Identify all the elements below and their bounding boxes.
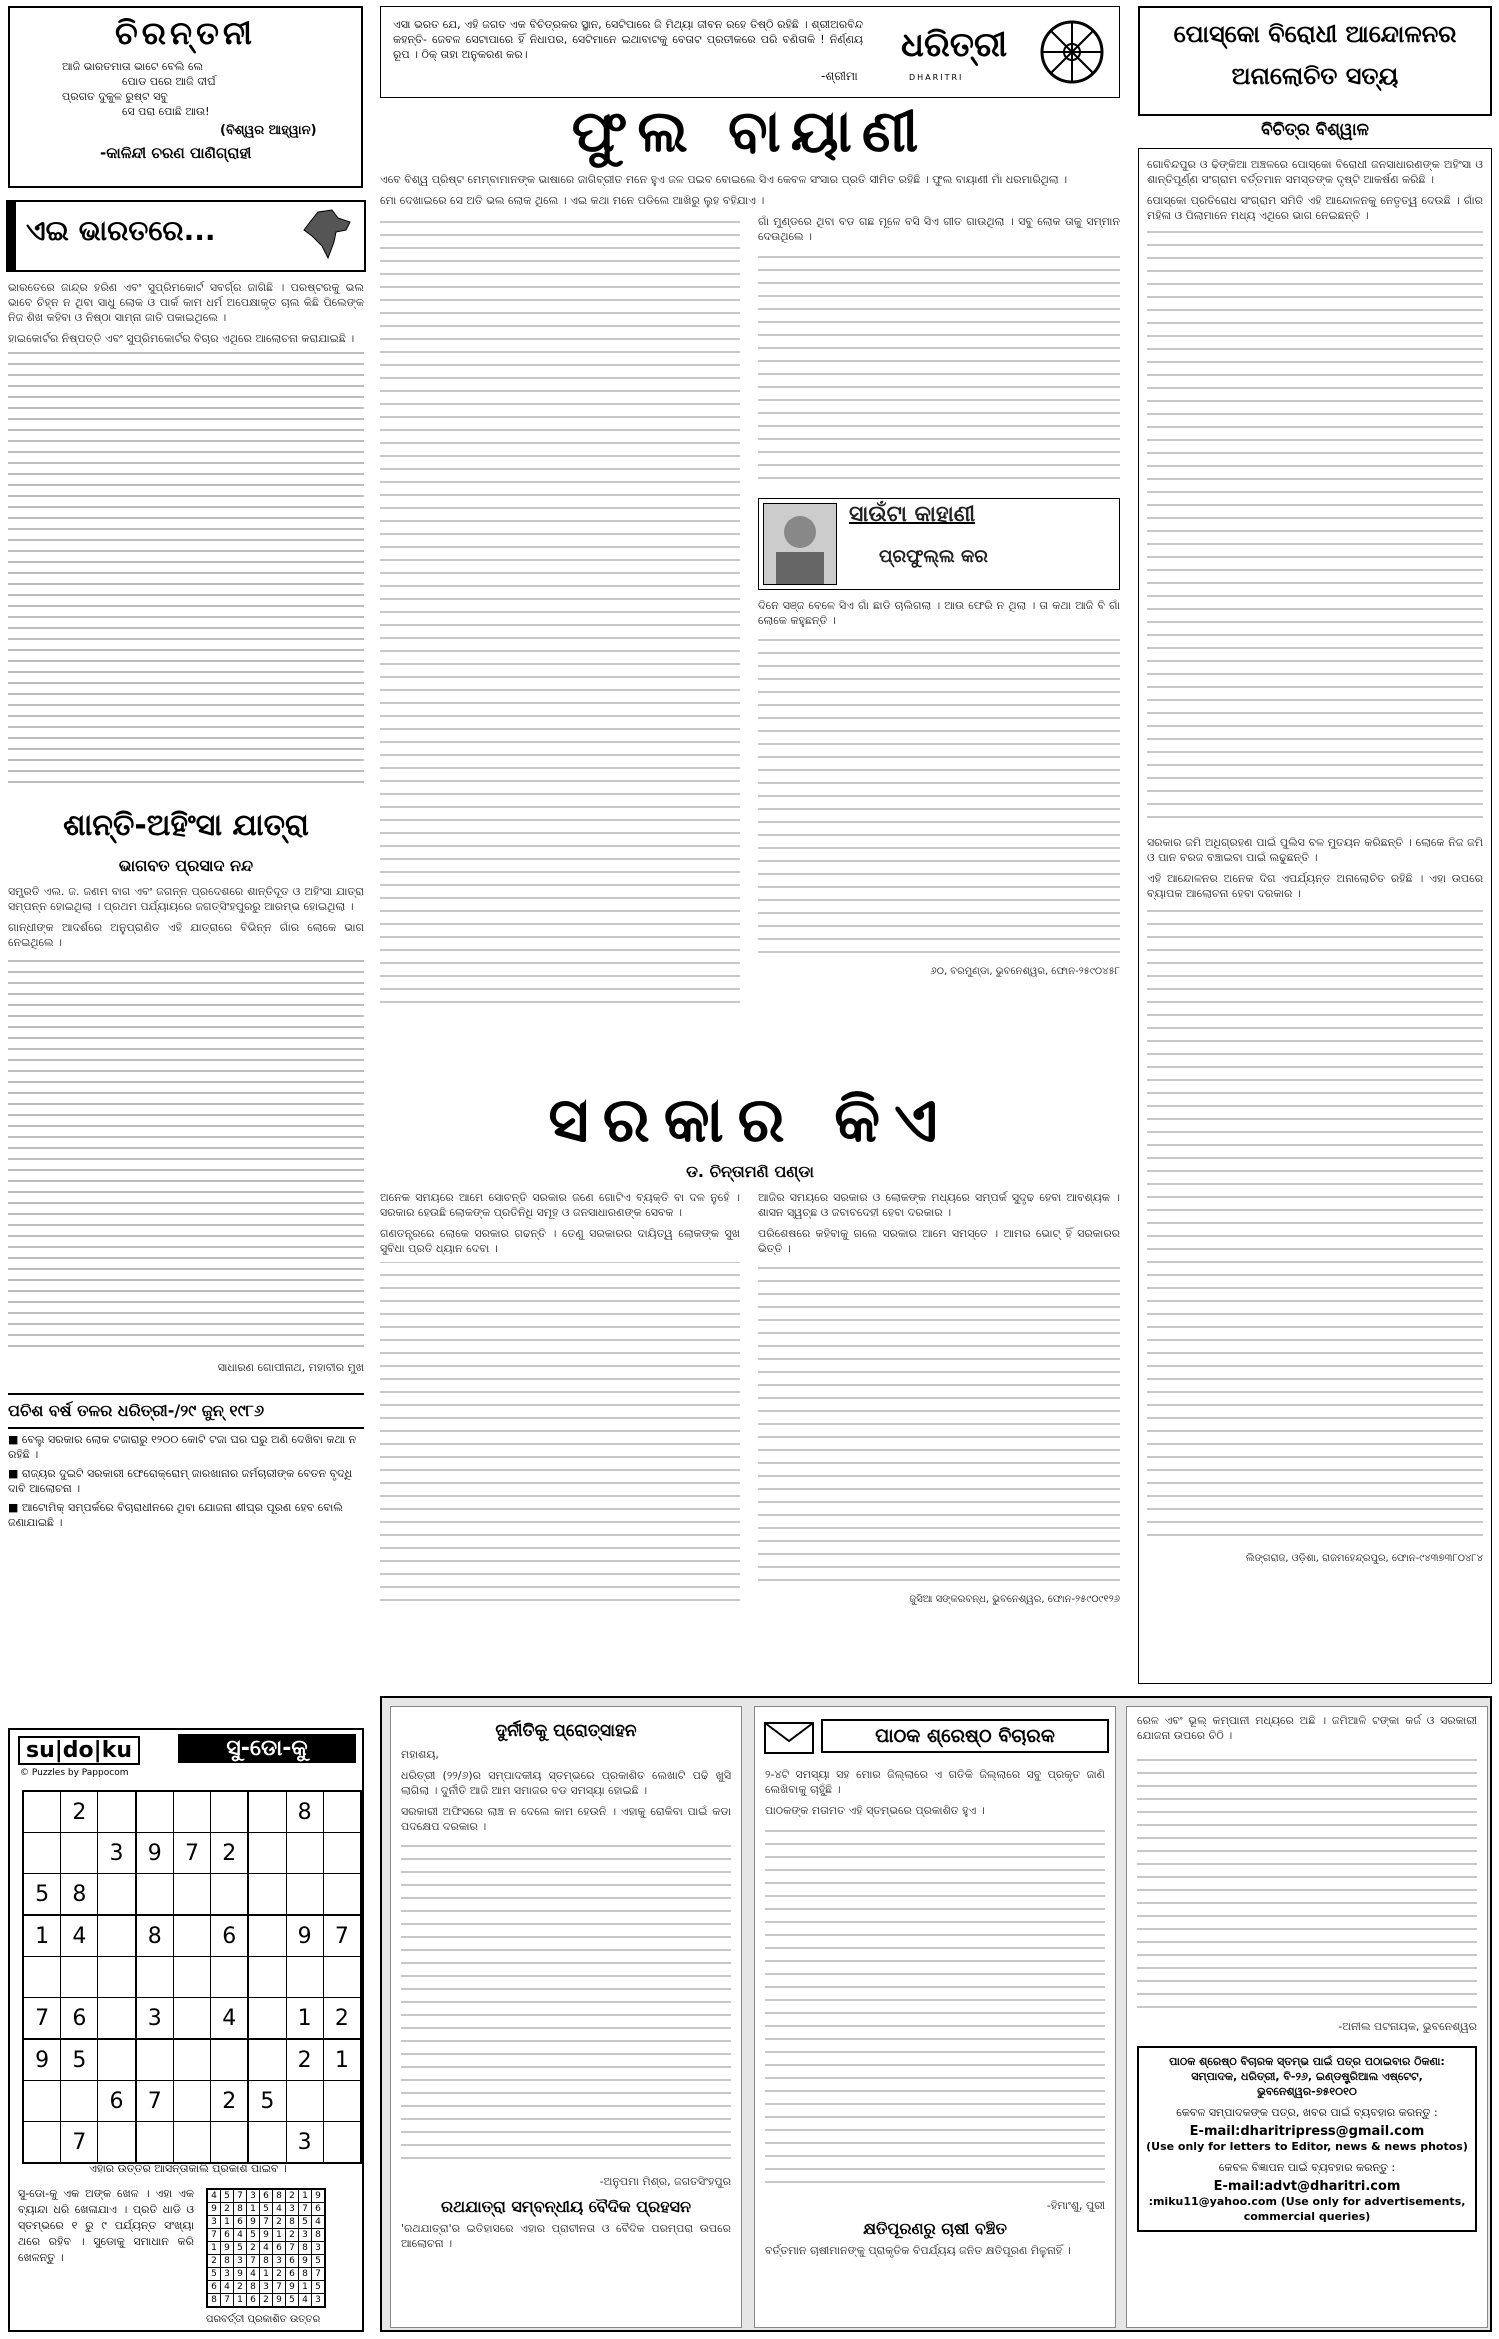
ratha-title: ରଥଯାତ୍ରା ସମ୍ବନ୍ଧୀୟ ବୈଦିକ ପ୍ରହସନ	[440, 2197, 691, 2216]
pachisa-item: ■ ଆଟୋମିକ୍ ସମ୍ପର୍କରେ ବିଚାରାଧୀନରେ ଥିବା ଯୋଜନା ଶୀଘ୍ର ପୂରଣ ହେବ ବୋଲି ଜଣାଯାଇଛି ।	[8, 1501, 343, 1529]
sudoku-cell	[173, 2122, 210, 2164]
sudoku-cell	[286, 2081, 323, 2122]
sudoku-answer-cell: 1	[299, 2281, 312, 2294]
pasco-body: ଗୋବିନ୍ଦପୁର ଓ ଢିଙ୍କିଆ ଅଞ୍ଚଳରେ ପୋସ୍କୋ ବିରୋଧୀ ଜନସାଧାରଣଙ୍କ ଅହିଂସା ଓ ଶାନ୍ତିପୂର୍ଣ୍ଣ ସଂଗ୍ରାମ ବର୍ତ୍ତମାନ ସମସ୍ତଙ୍କ ଦୃଷ୍ଟି ଆକର୍ଷଣ କରିଛି । ପୋସ୍କୋ ପ୍ରତିରୋଧ ସଂଗ୍ରାମ ସମିତି ଏହି ଆନ୍ଦୋଳନକୁ ନେତୃତ୍ୱ ଦେଉଛି । ଗାଁର ମହିଳା ଓ ପିଲାମାନେ ମଧ୍ୟ ଏଥିରେ ଭାଗ ନେଇଛନ୍ତି । ସରକାର ଜମି ଅଧିଗ୍ରହଣ ପାଇଁ ପୁଲିସ ବଳ ମୁତୟନ କରିଛନ୍ତି । ଲୋକେ ନିଜ ଜମି ଓ ପାନ ବରଜ ବଞ୍ଚାଇବା ପାଇଁ ଲଢୁଛନ୍ତି । ଏହି ଆନ୍ଦୋଳନର ଅନେକ ଦିଗ ଏପର୍ଯ୍ୟନ୍ତ ଅନାଲୋଚିତ ରହିଛି । ଏହା ଉପରେ ବ୍ୟାପକ ଆଲୋଚନା ହେବା ଦରକାର । ଲିଙ୍ଗରାଜ, ଓଡ଼ିଶା, ରାଜମହେନ୍ଦ୍ରପୁର, ଫୋନ-୯୪୩୭୩୮୦୪୮୪	[1138, 148, 1492, 1684]
sudoku-answer-cell: 5	[299, 2216, 312, 2229]
sudoku-cell	[136, 1957, 174, 1998]
sudoku-cell: 2	[286, 2039, 323, 2081]
sudoku-answer-cell: 2	[234, 2281, 247, 2294]
sudoku-row	[23, 1957, 361, 1998]
ei-bharatare-text-block	[8, 352, 364, 792]
sudoku-answer-cell: 2	[286, 2229, 299, 2242]
sudoku-title: ସୁ-ଡୋ-କୁ	[178, 1734, 356, 1763]
advt-email-alt[interactable]: :miku11@yahoo.com (Use only for advertisements, commercial queries)	[1148, 2195, 1466, 2223]
pathaka-header	[761, 1717, 1109, 1761]
sudoku-cell	[286, 1874, 323, 1916]
sudoku-answer-cell: 3	[273, 2255, 286, 2268]
sudoku-cell	[211, 1874, 249, 1916]
sudoku-cell: 6	[98, 2081, 136, 2122]
sudoku-cell	[248, 1791, 286, 1833]
sudoku-cell: 5	[248, 2081, 286, 2122]
sudoku-answer-cell: 1	[207, 2242, 221, 2255]
sudoku-answer-cell: 5	[221, 2189, 234, 2203]
sudoku-cell	[173, 2039, 210, 2081]
pasco-text-block-2	[1147, 907, 1483, 1547]
sudoku-cell	[248, 1957, 286, 1998]
pasco-footer: ଲିଙ୍ଗରାଜ, ଓଡ଼ିଶା, ରାଜମହେନ୍ଦ୍ରପୁର, ଫୋନ-୯୪୩୭୩୮୦୪୮୪	[1245, 1553, 1483, 1564]
sudoku-answer-row	[207, 2242, 325, 2255]
sudoku-answer-cell: 7	[286, 2242, 299, 2255]
sudoku-answer-cell: 2	[260, 2294, 273, 2308]
sudoku-answer-cell: 9	[286, 2281, 299, 2294]
sudoku-answer-cell: 4	[260, 2242, 273, 2255]
sudoku-row	[23, 2039, 361, 2081]
sudoku-cell	[173, 1998, 210, 2040]
sudoku-cell	[286, 1833, 323, 1874]
sudoku-answer-cell: 3	[207, 2216, 221, 2229]
sudoku-answer-row	[207, 2294, 325, 2308]
sudoku-rules: ସୁ-ଡୋ-କୁ ଏକ ଅଙ୍କ ଖେଳ । ଏହା ଏକ ବ୍ୟାନ୍ଦା ଧରି ଖେଳାଯାଏ । ପ୍ରତି ଧାଡି ଓ ସ୍ତମ୍ଭରେ ୧ ରୁ ୯ ପର୍ଯ୍ୟନ୍ତ ସଂଖ୍ୟା ଥରେ ରହିବ । ସୁଡୋକୁ ସମାଧାନ କରି ଖେଳନ୍ତୁ ।	[18, 2187, 194, 2264]
sudoku-answer-cell: 4	[234, 2229, 247, 2242]
sudoku-answer-row	[207, 2203, 325, 2216]
sudoku-row	[23, 1998, 361, 2040]
sudoku-cell: 7	[173, 1833, 210, 1874]
sudoku-answer-cell: 5	[312, 2281, 326, 2294]
contact-address: ପାଠକ ଶ୍ରେଷ୍ଠ ବିଚାରକ ସ୍ତମ୍ଭ ପାଇଁ ପତ୍ର ପଠାଇବାର ଠିକଣା: ସମ୍ପାଦକ, ଧରିତ୍ରୀ, ବି-୨୬, ଇଣ୍ଡଷ୍ଟ୍ରିଆଲ ଏଷ୍ଟେଟ, ଭୁବନେଶ୍ୱର-୭୫୧୦୧୦	[1169, 2055, 1445, 2098]
sudoku-cell	[98, 1791, 136, 1833]
sudoku-answer-cell: 8	[234, 2203, 247, 2216]
sudoku-answer-cell: 6	[221, 2229, 234, 2242]
sudoku-cell	[98, 1874, 136, 1916]
sudoku-answer-cell: 5	[247, 2229, 260, 2242]
sudoku-answer-row	[207, 2216, 325, 2229]
sudoku-answer-row	[207, 2268, 325, 2281]
sudoku-cell: 7	[23, 1998, 61, 2040]
sudoku-cell: 1	[23, 1915, 61, 1957]
sudoku-cell	[173, 1791, 210, 1833]
sudoku-answer-cell: 6	[234, 2216, 247, 2229]
pathaka-title: ପାଠକ ଶ୍ରେଷ୍ଠ ବିଚାରକ	[821, 1719, 1109, 1753]
sudoku-logo: su|do|ku	[18, 1736, 140, 1765]
sudoku-cell	[323, 2122, 361, 2164]
sudoku-answer-cell: 8	[286, 2216, 299, 2229]
sudoku-answer-label: ଏହାର ଉତ୍ତର ଆସନ୍ତାକାଲି ପ୍ରକାଶ ପାଇବ ।	[89, 2162, 287, 2175]
sudoku-answer-cell: 5	[260, 2203, 273, 2216]
chirantani-author: -କାଳିନ୍ଦୀ ଚରଣ ପାଣିଗ୍ରାହୀ	[100, 144, 252, 162]
sudoku-answer-cell: 6	[247, 2294, 260, 2308]
sudoku-answer-cell: 6	[207, 2281, 221, 2294]
phula-col-2-bottom	[758, 634, 1120, 964]
phula-col-1	[380, 214, 740, 1014]
ei-bharatare-header	[6, 200, 366, 272]
sudoku-answer-cell: 8	[221, 2255, 234, 2268]
shanti-footer: ସାଧାରଣ ଗୋପୀନାଥ, ମହାବୀର ମୁଖ	[217, 1361, 364, 1374]
editor-email-note: (Use only for letters to Editor, news & news photos)	[1146, 2140, 1468, 2153]
sudoku-answer-cell: 9	[299, 2255, 312, 2268]
sudoku-answer-cell: 5	[312, 2255, 326, 2268]
dharitri-logo	[901, 15, 1111, 91]
sudoku-cell	[136, 2039, 174, 2081]
sudoku-cell	[211, 1791, 249, 1833]
sudoku-prev-answer	[206, 2188, 326, 2308]
sajhanta-title: ସାଉଁଟା କାହାଣୀ	[849, 502, 976, 527]
phula-body: ଏବେ ବିଶ୍ୱ ପ୍ରିଷ୍ଟ ମେମ୍ବାମାନଙ୍କ ଭାଷାରେ ଜାଗିବ୍ରୀତ ମନେ ହୁଏ ଜଳ ପଇବ ବୋଇଲେ ସିଏ କେବଳ ସଂସାର ପ୍ରତି ସୀମିତ ରହିଛି । ଫୁଲ ବାୟାଣୀ ମାଁ ଧରମାରିଥିଲା । ମୋ ଦେଖାଇରେ ସେ ଅତି ଭଲ ଲୋକ ଥିଲେ । ଏଇ କଥା ମନେ ପଡିଲେ ଆଖିରୁ ଲୁହ ବହିଯାଏ । ଗାଁ ମୁଣ୍ଡରେ ଥିବା ବଡ ଗଛ ମୂଳେ ବସି ସିଏ ଗୀତ ଗାଉଥିଲା । ସବୁ ଲୋକ ତାକୁ ସମ୍ମାନ ଦେଉଥିଲେ । ସାଉଁଟା କାହାଣୀ ପ୍ରଫୁଲ୍ଲ କର ଦିନେ ସଞ୍ଜ ବେଳେ ସିଏ ଗାଁ ଛାଡି ଚାଲିଗଲା । ଆଉ ଫେରି ନ ଥିଲା । ତା କଥା ଆଜି ବି ଗାଁ ଲୋକେ କହୁଛନ୍ତି । ୬୦, ବରମୁଣ୍ଡା, ଭୁବନେଶ୍ୱର, ଫୋନ-୨୫୯୦୪୫୮	[380, 172, 1120, 1072]
sudoku-cell	[248, 2122, 286, 2164]
sudoku-answer-row	[207, 2255, 325, 2268]
sudoku-row	[23, 1791, 361, 1833]
shanti-text-block	[8, 956, 364, 1356]
durniti-signature: -ଅନୁପମା ମିଶ୍ର, ଜଗତସିଂହପୁର	[599, 2175, 731, 2188]
sudoku-cell	[323, 1833, 361, 1874]
sudoku-answer-cell: 6	[260, 2189, 273, 2203]
sudoku-cell: 7	[323, 1915, 361, 1957]
sudoku-answer-row	[207, 2189, 325, 2203]
sarakara-col-2	[758, 1262, 1120, 1592]
sudoku-answer-cell: 1	[221, 2216, 234, 2229]
sudoku-cell: 8	[136, 1915, 174, 1957]
india-map-icon	[298, 208, 358, 264]
sudoku-cell	[173, 1915, 210, 1957]
sudoku-answer-cell: 9	[312, 2189, 326, 2203]
pasco-author: ବିଚିତ୍ର ବିଶ୍ୱାଳ	[1261, 120, 1369, 140]
pachisa-item: ■ ବେଲୁ ସରକାର ଲୋକ ଟଜାରାରୁ ୧୨୦୦ କୋଟି ଟଜା ଘର ଘରୁ ଅଣି ଦେଖିବା କଥା ନ ରହିଛି ।	[8, 1433, 357, 1461]
sudoku-answer-cell: 8	[247, 2281, 260, 2294]
sudoku-row	[23, 1833, 361, 1874]
sudoku-cell: 1	[323, 2039, 361, 2081]
pasco-title-line2: ଅନାଲୋଚିତ ସତ୍ୟ	[1231, 62, 1399, 90]
kshati-body: ବର୍ତ୍ତମାନ ଚାଷୀମାନଙ୍କୁ ପ୍ରାକୃତିକ ବିପର୍ଯ୍ୟୟ ଜନିତ କ୍ଷତିପୂରଣ ମିଳୁନାହିଁ ।	[765, 2244, 1071, 2257]
sudoku-answer-cell: 7	[247, 2255, 260, 2268]
sudoku-cell	[23, 1833, 61, 1874]
sudoku-cell: 9	[23, 2039, 61, 2081]
sudoku-cell	[323, 1874, 361, 1916]
sudoku-cell: 4	[61, 1915, 98, 1957]
sudoku-answer-cell: 6	[286, 2268, 299, 2281]
sudoku-cell: 2	[211, 1833, 249, 1874]
quote-text: ଏସା ଭରତ ଯେ, ଏହି ଜଗତ ଏକ ବିଚିତ୍ରକର ସ୍ଥାନ, ସେଟିପାରେ ଜି ମିଥ୍ୟା ଜୀବନ ରହେ ତିଷ୍ଠି ରହିଛି । ଶ୍ରୀଅରବିନ୍ଦ କହନ୍ତି- ଜେବଳ ସେଟାପାରେ ହିଁ ନିଧାପର, ସେଟିମାନେ ଇଥାବାଟକୁ ବେତାଟ ପ୍ରତୀକରେ ପରି ବଣିତାକି ! ନିର୍ଣ୍ଣୟ ରୂପ । ଠିକ୍ ତାହା ଅନୁକରଣ କର।	[393, 18, 863, 61]
logo-subtext: DHARITRI	[909, 73, 964, 82]
pasco-text-block-1	[1147, 229, 1483, 829]
sudoku-cell	[323, 1957, 361, 1998]
wheel-icon	[1037, 17, 1107, 87]
sudoku-cell: 5	[23, 1874, 61, 1916]
pachisa-item: ■ ରାଜ୍ୟର ଦୁଇଟି ସରକାରୀ ଫେରୋକ୍ରୋମ୍ ଜାରଖାନାର ଜର୍ମଚାରୀଙ୍କ ବେତନ ବୃଦ୍ଧି ଦାବି ଆଲୋଚନା ।	[8, 1467, 353, 1495]
sudoku-cell	[98, 1915, 136, 1957]
sudoku-answer-cell: 6	[273, 2242, 286, 2255]
sudoku-answer-cell: 4	[247, 2268, 260, 2281]
sudoku-cell	[23, 1791, 61, 1833]
sarakara-headline: ସରକାର କିଏ	[548, 1083, 952, 1156]
letters-section	[380, 1696, 1492, 2332]
sudoku-cell: 8	[61, 1874, 98, 1916]
sudoku-cell	[98, 2039, 136, 2081]
phula-col-2-top	[758, 250, 1120, 490]
sudoku-cell	[173, 2081, 210, 2122]
sarakara-footer: ଜୁସିଆ ସଙ୍କରବନ୍ଧ, ଭୁବନେଶ୍ୱର, ଫୋନ-୨୫୯୦୯୧୨୬	[909, 1594, 1120, 1605]
kshati-title: କ୍ଷତିପୂରଣରୁ ଚାଷୀ ବଞ୍ଚିତ	[863, 2219, 1007, 2238]
shanti-author: ଭାଗବତ ପ୍ରସାଦ ନନ୍ଦ	[118, 856, 254, 875]
durniti-column	[390, 1706, 742, 2328]
sudoku-answer-cell: 9	[207, 2203, 221, 2216]
sudoku-answer-cell: 2	[273, 2268, 286, 2281]
sudoku-box	[8, 1728, 364, 2332]
sudoku-answer-cell: 5	[286, 2294, 299, 2308]
sudoku-cell	[323, 1791, 361, 1833]
sudoku-answer-row	[207, 2281, 325, 2294]
sudoku-cell	[23, 2122, 61, 2164]
sudoku-answer-cell: 8	[273, 2189, 286, 2203]
sudoku-cell	[286, 1957, 323, 1998]
sudoku-cell: 9	[136, 1833, 174, 1874]
sudoku-answer-cell: 8	[299, 2268, 312, 2281]
sudoku-cell: 3	[286, 2122, 323, 2164]
portrait-icon	[764, 504, 836, 584]
chirantani-box	[8, 6, 363, 188]
sudoku-cell: 7	[61, 2122, 98, 2164]
sudoku-answer-cell: 7	[312, 2268, 326, 2281]
sudoku-answer-cell: 7	[260, 2216, 273, 2229]
sudoku-cell	[173, 1874, 210, 1916]
sudoku-row	[23, 2081, 361, 2122]
chirantani-poem: ଆଜି ଭାରତମାତା ଭାଟେ ବେଲି ଲେ ପୋଡ ପରେ ଆଜି ଦୀର୍ଘ ପ୍ରଗତ ଦୁକୁଳ ରୁଷ୍ଟ ସବୁ ସେ ପରା ପୋଛି ଆଉ!	[62, 60, 216, 118]
right-text-block	[1137, 1749, 1477, 2019]
sudoku-answer-cell: 4	[207, 2189, 221, 2203]
sudoku-answer-cell: 9	[247, 2216, 260, 2229]
pasco-headline-box	[1138, 6, 1492, 116]
sarakara-author: ଡ. ଚିନ୍ତାମଣି ପଣ୍ଡା	[686, 1162, 814, 1181]
pachisa-title: ପଚିଶ ବର୍ଷ ତଳର ଧରିତ୍ରୀ-/୨୯ ଜୁନ୍ ୧୯୮୬	[8, 1393, 364, 1429]
envelope-icon	[763, 1721, 815, 1755]
sudoku-row	[23, 1915, 361, 1957]
sudoku-answer-cell: 3	[247, 2189, 260, 2203]
sudoku-cell: 9	[286, 1915, 323, 1957]
sudoku-answer-cell: 7	[207, 2229, 221, 2242]
sudoku-cell	[211, 1957, 249, 1998]
sudoku-answer-cell: 1	[299, 2189, 312, 2203]
sudoku-cell	[98, 1957, 136, 1998]
sudoku-answer-cell: 5	[234, 2242, 247, 2255]
sudoku-cell: 6	[61, 1998, 98, 2040]
sudoku-answer-cell: 1	[247, 2203, 260, 2216]
sudoku-cell	[211, 2039, 249, 2081]
sarakara-body: ଅନେକ ସମୟରେ ଆମେ ସୋଚନ୍ତି ସରକାର ଜଣେ ଗୋଟିଏ ବ୍ୟକ୍ତି ବା ଦଳ ନୁହେଁ । ସରକାର ହେଉଛି ଲୋକଙ୍କ ପ୍ରତିନିଧି ସମୂହ ଓ ଜନସାଧାରଣଙ୍କ ସେବକ । ଗଣତନ୍ତ୍ରରେ ଲୋକେ ସରକାର ଗଢନ୍ତି । ତେଣୁ ସରକାରର ଦାୟିତ୍ୱ ଲୋକଙ୍କ ସୁଖ ସୁବିଧା ପ୍ରତି ଧ୍ୟାନ ଦେବା । ଆଜିର ସମୟରେ ସରକାର ଓ ଲୋକଙ୍କ ମଧ୍ୟରେ ସମ୍ପର୍କ ସୁଦୃଢ ହେବା ଆବଶ୍ୟକ । ଶାସନ ସ୍ୱଚ୍ଛ ଓ ଜବାବଦେହୀ ହେବା ଦରକାର । ପରିଶେଷରେ କହିବାକୁ ଗଲେ ସରକାର ଆମେ ସମସ୍ତେ । ଆମର ଭୋଟ୍ ହିଁ ସରକାରର ଭିତ୍ତି । ଜୁସିଆ ସଙ୍କରବନ୍ଧ, ଭୁବନେଶ୍ୱର, ଫୋନ-୨୫୯୦୯୧୨୬	[380, 1190, 1120, 1638]
sudoku-cell: 2	[61, 1791, 98, 1833]
quote-author: -ଶ୍ରୀମା	[821, 69, 858, 83]
contact-note1: କେବଳ ସମ୍ପାଦକଙ୍କ ପତ୍ର, ଖବର ପାଇଁ ବ୍ୟବହାର କରନ୍ତୁ :	[1176, 2106, 1438, 2119]
sudoku-cell: 6	[211, 1915, 249, 1957]
sudoku-credit: © Puzzles by Pappocom	[20, 1768, 129, 1778]
sudoku-answer-cell: 7	[234, 2189, 247, 2203]
pasco-title-line1: ପୋସ୍କୋ ବିରୋଧୀ ଆନ୍ଦୋଳନର	[1173, 20, 1457, 48]
sudoku-answer-cell: 3	[299, 2229, 312, 2242]
sudoku-answer-cell: 7	[299, 2203, 312, 2216]
sudoku-cell	[248, 1998, 286, 2040]
sudoku-answer-cell: 8	[207, 2294, 221, 2308]
sudoku-answer-cell: 3	[221, 2268, 234, 2281]
sudoku-cell	[136, 1874, 174, 1916]
pathaka-text-block	[765, 1824, 1105, 2194]
advt-email[interactable]: E-mail:advt@dharitri.com	[1213, 2179, 1401, 2194]
sudoku-answer-cell: 2	[286, 2189, 299, 2203]
sudoku-cell	[61, 1833, 98, 1874]
chirantani-source: (ବିଶ୍ୱର ଆହ୍ୱାନ)	[220, 123, 317, 138]
sudoku-answer-cell: 4	[312, 2216, 326, 2229]
logo-text: ଧରିତ୍ରୀ	[901, 25, 1008, 65]
sudoku-answer-cell: 4	[221, 2281, 234, 2294]
sudoku-cell: 3	[136, 1998, 174, 2040]
durniti-body: ମହାଶୟ, ଧରିତ୍ରୀ (୨୨/୬)ର ସମ୍ପାଦକୀୟ ସ୍ତମ୍ଭରେ ପ୍ରକାଶିତ ଲେଖାଟି ପଢି ଖୁସି ଲାଗିଲା । ଦୁର୍ନୀତି ଆଜି ଆମ ସମାଜର ବଡ ସମସ୍ୟା ହୋଇଛି । ସରକାରୀ ଅଫିସରେ ଲାଞ୍ଚ ନ ଦେଲେ କାମ ହେଉନି । ଏହାକୁ ରୋକିବା ପାଇଁ କଡା ପଦକ୍ଷେପ ଦରକାର । -ଅନୁପମା ମିଶ୍ର, ଜଗତସିଂହପୁର	[401, 1748, 731, 2188]
sudoku-answer-cell: 9	[260, 2229, 273, 2242]
sudoku-answer-cell: 2	[247, 2242, 260, 2255]
sudoku-cell	[23, 1957, 61, 1998]
sudoku-footer: ପରବର୍ତ୍ତୀ ପ୍ରକାଶିତ ଉତ୍ତର	[206, 2314, 321, 2325]
sudoku-answer-cell: 2	[207, 2255, 221, 2268]
sudoku-answer-cell: 2	[221, 2203, 234, 2216]
sudoku-answer-row	[207, 2229, 325, 2242]
sudoku-cell	[248, 2039, 286, 2081]
sudoku-answer-cell: 7	[221, 2294, 234, 2308]
sarakara-col-1	[380, 1262, 740, 1612]
sudoku-answer-cell: 8	[312, 2229, 326, 2242]
sudoku-row	[23, 1874, 361, 1916]
durniti-title: ଦୁର୍ନୀତିକୁ ପ୍ରୋତ୍ସାହନ	[495, 1721, 637, 1741]
author-photo	[763, 503, 837, 585]
ei-bharatare-body: ଭାରତେରେ ଜାନ୍ଦ୍ର ହରିଣ ଏବଂ ସୁପ୍ରିମକୋର୍ଟ ସବର୍ଗ୍ର ଜାଗିଛି । ପରଷ୍ଟରକୁ ଭଲ ଭାବେ ଚିହ୍ନ ନ ଥିବା ସାଧୁ ଲୋକ ଓ ପାର୍କ କାମ ଧର୍ମ ଅପେକ୍ଷାକୃତ ଚାଲ କିଛି ପିଲେଙ୍କ ନିଜ ଶିଖ କହିବା ଓ ନିଷ୍ଠା ସାମ୍ନା ଜାତି ପକାଇଥିଲେ । ହାଇକୋର୍ଟର ନିଷ୍ପତ୍ତି ଏବଂ ସୁପ୍ରିମକୋର୍ଟର ବିଚାର ଏଥିରେ ଆଲୋଚନା କରାଯାଇଛି ।	[8, 280, 364, 800]
sudoku-answer-cell: 1	[260, 2268, 273, 2281]
sudoku-answer-cell: 1	[273, 2229, 286, 2242]
contact-box	[1137, 2046, 1477, 2232]
pathaka-body: ୨-୪ଟି ସମସ୍ୟା ସହ ମୋର ଜିଲ୍ଲାରେ ଏ ଗତିକି ଜିଲ୍ଲାରେ ସବୁ ପ୍ରକୃତ ଜାଣି ଲେଖିବାକୁ ଚାହୁଁଛି । ପାଠକଙ୍କ ମତାମତ ଏହି ସ୍ତମ୍ଭରେ ପ୍ରକାଶିତ ହୁଏ । -ହିମାଂଶୁ, ପୁରୀ	[765, 1768, 1105, 2212]
sudoku-answer-cell: 3	[234, 2255, 247, 2268]
phula-footer: ୬୦, ବରମୁଣ୍ଡା, ଭୁବନେଶ୍ୱର, ଫୋନ-୨୫୯୦୪୫୮	[930, 966, 1120, 977]
right-signature: -ଅନୀଲ ପଟନାୟକ, ଭୁବନେଶ୍ୱର	[1338, 2020, 1477, 2033]
right-letter: ରେଳ ଏବଂ ଭୂଲ୍ କମ୍ପାନୀ ମଧ୍ୟରେ ଅଛି । ଜମିଆଳି ଟଙ୍କା କର୍ଜ ଓ ସରକାରୀ ଯୋଜନା ଉପରେ ଚିଠି । -ଅନୀଲ ପଟନାୟକ, ଭୁବନେଶ୍ୱର	[1137, 1714, 1477, 2033]
sudoku-cell	[211, 2122, 249, 2164]
shanti-body: ସମ୍ପ୍ରତି ଏଲ. ଜ. ଜଣମ ବାଗ ଏବଂ ଜଗନ୍ନ ପ୍ରଦେଶରେ ଶାନ୍ତିଦୂତ ଓ ଅହିଂସା ଯାତ୍ରା ସମ୍ପନ୍ନ ହୋଇଥିଲା । ପ୍ରଥମ ପର୍ଯ୍ୟାୟରେ ଜଗତ୍ସିଂହପୁରରୁ ଆରମ୍ଭ ହୋଇଥିଲା । ଗାନ୍ଧୀଙ୍କ ଆଦର୍ଶରେ ଅନୁପ୍ରାଣିତ ଏହି ଯାତ୍ରାରେ ବିଭିନ୍ନ ଗାଁର ଲୋକେ ଭାଗ ନେଇଥିଲେ । ସାଧାରଣ ଗୋପୀନାଥ, ମହାବୀର ମୁଖ	[8, 885, 364, 1374]
pathaka-signature: -ହିମାଂଶୁ, ପୁରୀ	[1046, 2199, 1105, 2212]
sudoku-answer-cell: 3	[312, 2294, 326, 2308]
sudoku-answer-cell: 4	[273, 2203, 286, 2216]
sudoku-grid	[22, 1790, 362, 2164]
sudoku-answer-cell: 2	[273, 2216, 286, 2229]
editor-email[interactable]: E-mail:dharitripress@gmail.com	[1189, 2124, 1425, 2139]
quote-box	[380, 6, 1120, 98]
sudoku-answer-cell: 5	[207, 2268, 221, 2281]
shanti-title: ଶାନ୍ତି-ଅହିଂସା ଯାତ୍ରା	[63, 808, 309, 843]
sudoku-answer-cell: 9	[273, 2294, 286, 2308]
sudoku-answer-cell: 8	[260, 2255, 273, 2268]
sudoku-cell	[136, 1791, 174, 1833]
sudoku-cell	[173, 1957, 210, 1998]
sudoku-cell: 8	[286, 1791, 323, 1833]
sudoku-cell	[98, 2122, 136, 2164]
sudoku-answer-cell: 3	[312, 2242, 326, 2255]
sudoku-answer-cell: 4	[299, 2294, 312, 2308]
sudoku-cell	[248, 1833, 286, 1874]
sudoku-cell	[248, 1874, 286, 1916]
sudoku-cell	[323, 2081, 361, 2122]
ratha-body: 'ରଥଯାତ୍ରା'ର ଇତିହାସରେ ଏହାର ପ୍ରାଚୀନତା ଓ ବୈଦିକ ପରମ୍ପରା ଉପରେ ଆଲୋଚନା ।	[401, 2222, 731, 2250]
sajhanta-author: ପ୍ରଫୁଲ୍ଲ କର	[879, 546, 988, 567]
sudoku-answer-cell: 9	[234, 2268, 247, 2281]
sudoku-cell	[136, 2122, 174, 2164]
sudoku-cell	[61, 1957, 98, 1998]
sudoku-row	[23, 2122, 361, 2164]
durniti-text-block	[401, 1840, 731, 2170]
sudoku-cell: 2	[211, 2081, 249, 2122]
sudoku-cell: 2	[323, 1998, 361, 2040]
contact-note2: କେବଳ ବିଜ୍ଞାପନ ପାଇଁ ବ୍ୟବହାର କରନ୍ତୁ :	[1218, 2161, 1396, 2174]
chirantani-title: ଚିରନ୍ତନୀ	[115, 14, 256, 52]
sudoku-cell: 4	[211, 1998, 249, 2040]
sudoku-answer-cell: 8	[299, 2242, 312, 2255]
sudoku-answer-cell: 3	[260, 2281, 273, 2294]
sudoku-answer-cell: 7	[273, 2281, 286, 2294]
sudoku-answer-cell: 1	[234, 2294, 247, 2308]
sudoku-answer-cell: 6	[312, 2203, 326, 2216]
pachisa-list	[8, 1432, 364, 1534]
sudoku-cell: 1	[286, 1998, 323, 2040]
sudoku-cell	[248, 1915, 286, 1957]
ei-bharatare-title: ଏଇ ଭାରତରେ...	[26, 214, 216, 247]
sudoku-cell: 3	[98, 1833, 136, 1874]
sudoku-cell	[98, 1998, 136, 2040]
phula-bayani-headline: ଫୁଲ ବାୟାଣୀ	[571, 97, 929, 165]
sudoku-cell: 7	[136, 2081, 174, 2122]
sudoku-answer-cell: 3	[286, 2203, 299, 2216]
sudoku-cell	[23, 2081, 61, 2122]
sajhanta-box	[758, 498, 1120, 590]
pathaka-column	[754, 1706, 1116, 2328]
sudoku-answer-cell: 6	[286, 2255, 299, 2268]
letters-right-column	[1126, 1706, 1488, 2328]
sudoku-cell	[61, 2081, 98, 2122]
sudoku-answer-cell: 9	[221, 2242, 234, 2255]
sudoku-cell: 5	[61, 2039, 98, 2081]
